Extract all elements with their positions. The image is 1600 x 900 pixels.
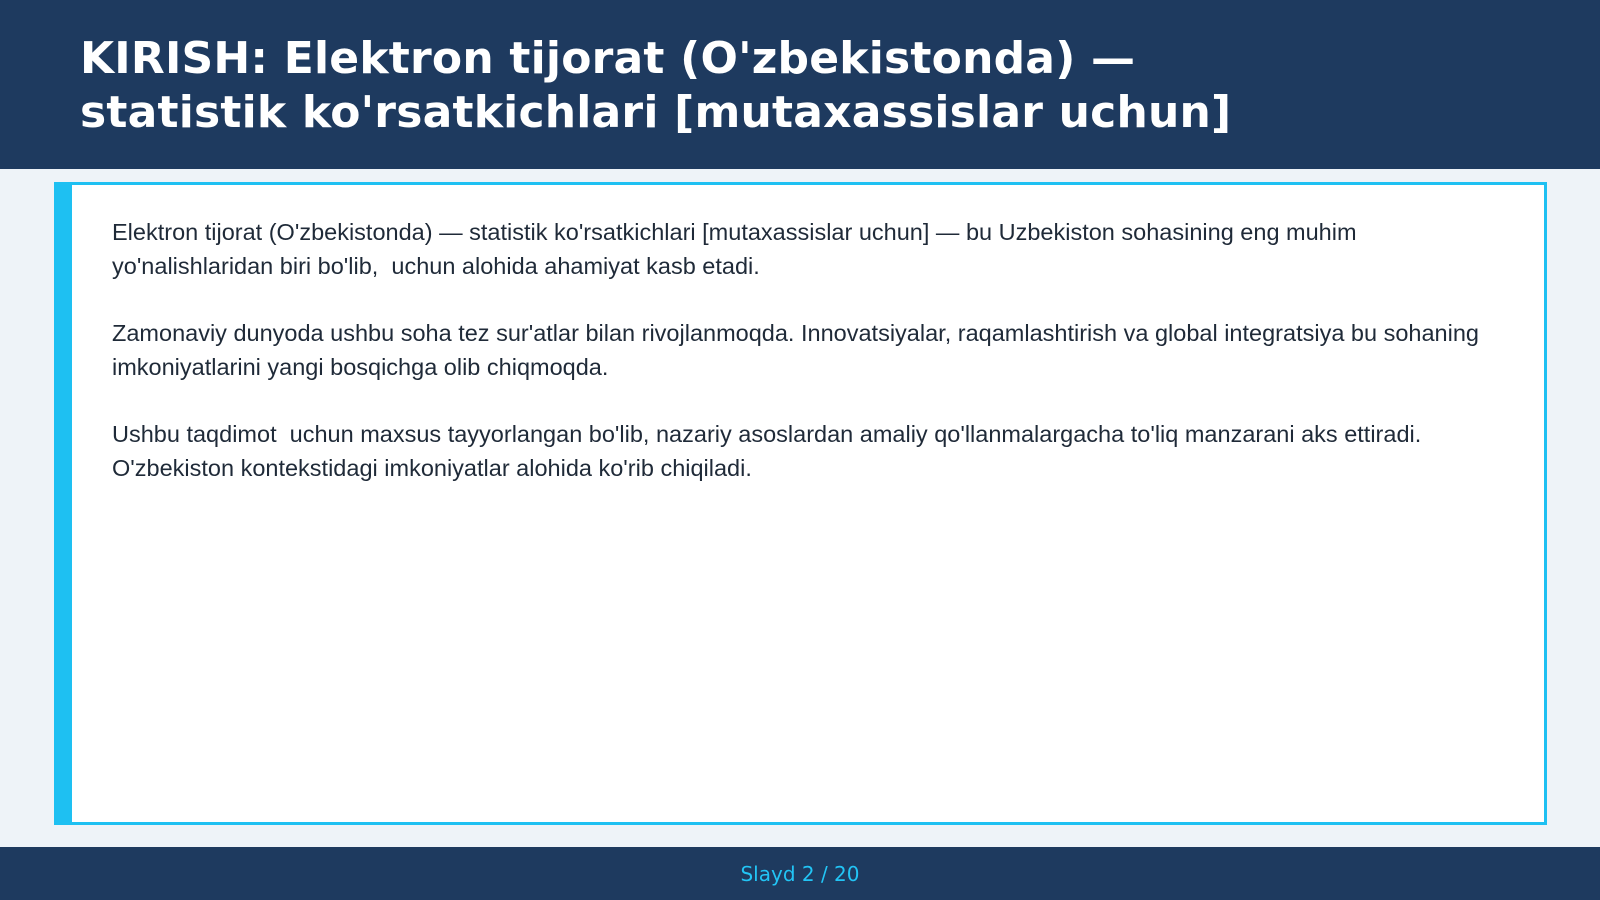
slide-counter: Slayd 2 / 20 (740, 861, 860, 886)
intro-paragraph: Elektron tijorat (O'zbekistonda) — statistik ko'rsatkichlari [mutaxassislar uchun] — bu Uzbekiston sohasining eng muhim yo'nalishlaridan biri bo'lib, uchun alohida ahamiyat kasb etadi. (112, 219, 1364, 279)
slide-title: KIRISH: Elektron tijorat (O'zbekistonda) — statistik ko'rsatkichlari [mutaxassislar uchun] (80, 33, 1232, 138)
modern-world-paragraph: Zamonaviy dunyoda ushbu soha tez sur'atlar bilan rivojlanmoqda. Innovatsiyalar, raqamlashtirish va global integratsiya bu sohaning imkoniyatlarini yangi bosqichga olib chiqmoqda. (112, 320, 1486, 380)
slide-footer (0, 847, 1600, 900)
slide-header (0, 0, 1600, 169)
presentation-purpose-paragraph: Ushbu taqdimot uchun maxsus tayyorlangan bo'lib, nazariy asoslardan amaliy qo'llanmalargacha to'liq manzarani aks ettiradi. O'zbekiston kontekstidagi imkoniyatlar alohida ko'rib chiqiladi. (112, 421, 1428, 481)
content-panel (54, 182, 1547, 825)
